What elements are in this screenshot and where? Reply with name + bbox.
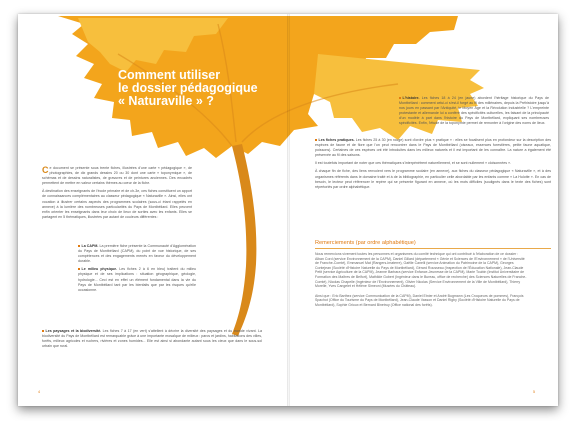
bullet-icon	[78, 245, 80, 247]
intro-paragraph-2: À destination des enseignants de l'école primaire et de ch-3e, ces fiches constituent un apport de connaissances complémentaires au classeur pédagogique « Naturaville ». Ainsi, elles ont vocation à illustrer certains aspects des programmes scolaires (sous-ci étant rappelés en annexe) à la lumière des nombreuses particularités du Pays de Montbéliard. Elles peuvent enfin orienter les enseignants dans leur choix de lieux de sorties avec les enfants. Elles se partagent en 5 thématiques, illustrées par autant de couleurs différentes :	[42, 189, 192, 219]
theme-item-histoire-column	[399, 96, 549, 130]
spread-fold	[287, 14, 290, 406]
themes-list-left	[78, 244, 196, 296]
brochure-spread	[18, 14, 558, 406]
body-paragraph-2: À chaque fin de fiche, des liens renvoient vers le programme scolaire (en annexe), aux fiches du classeur pédagogique « Naturaville », et à des organismes référents dans le domaine traité et à de la bibliographie, en particulier celle abordable par les enfants comme « La Hulotte ». En cas de besoin, le lecteur peut référencer le repère qui se présente figurant en annexe, où les mots difficiles (soulignés dans le texte des fiches) sont répertoriés par ordre alphabétique.	[315, 169, 551, 189]
acknowledgements-paragraph-2: Ainsi que : Eric Barthez (service Communication de la CAPM), Daniel Etnier et André Bugmann (Les Croqueurs de pommes), François Spachot (Office du Tourisme du Pays de Montbéliard), Jean-Claude Vasson et Daniel Rigby (Société d'Histoire Naturelle du Pays de Montbéliard), Sophie Grioux et Bernard Binetruy (Office national des forêts).	[315, 293, 524, 307]
title-line-1: Comment utiliser	[118, 68, 221, 82]
intro-paragraph-1: Ce document se présente sous trente fiches, illustrées d'une carte « pédagogique », de photographies, de dix grands dessins 20 ou 30 dont une carte « toponymique », de schémas et de dessins naturalistes, de gravures et de peintures anciennes. Des encadrés permettent de mettre en valeur certains thèmes au cœur de la fiche.	[42, 165, 192, 186]
bullet-icon	[42, 330, 44, 332]
theme-item-physique: Le milieu physique. Les fiches 2 à 6 en bleu) traitent du milieu physique et de ses implications : situation géographique, géologie, hydrologie... Ceci est en effet un élément fondamental dans la vie du Pays de Montbéliard tant par les bienfaits que par les risques qu'elle occasionne.	[78, 267, 196, 292]
theme-item-paysages: Les paysages et la biodiversité. Les fiches 7 à 17 (en vert) s'attellent à décrire la diversité des paysages et du monde vivant. La biodiversité du Pays de Montbéliard est remarquable grâce à une importante mosaïque de milieux : parcs et jardins, habitations des villes, forêts, milieux agricoles et ruchers, rivières et zones humides... Elle est ainsi si abondante autant sous les cieux que dans le sous-sol urbain que rural.	[42, 329, 263, 349]
acknowledgements-heading: Remerciements (par ordre alphabétique)	[315, 240, 551, 249]
themes-list-bottom	[42, 329, 262, 352]
body-paragraph-1: Il est toutefois important de noter que ces thématiques s'interpénètrent naturellement, et se sont nullement « cloisonnées ».	[315, 161, 512, 166]
page-title	[118, 69, 268, 108]
leaf-stem	[232, 144, 256, 336]
intro-column	[42, 166, 192, 223]
bullet-icon	[78, 268, 80, 270]
right-body-column	[315, 138, 551, 193]
bullet-icon	[315, 139, 317, 141]
theme-item-histoire: L'histoire. Les fiches 18 à 24 (en jaune) abordent l'héritage historique du Pays de Montbéliard : comment celui-ci s'est-il forgé au fil des millénaires, depuis la Préhistoire jusqu'à nos jours en passant par l'Antiquité, le Moyen Âge et la Révolution industrielle ? L'empreinte protestante et allemande lui a conféré des spécificités culturelles, les faisant de la principauté d'un modèle à part dans l'histoire du Pays de Montbéliard, expliquant ses nombreuses spécificités. Enfin, l'étude de la toponymie permet de remonter à l'origine des noms de lieux.	[399, 96, 550, 126]
page-number-right: 5	[533, 390, 535, 394]
drop-cap: C	[42, 165, 49, 175]
acknowledgements	[315, 252, 527, 313]
bullet-icon	[399, 97, 401, 99]
theme-item-capm: La CAPM. La première fiche présente la Communauté d'Agglomération du Pays de Montbéliard (CAPM), du point de vue historique, de ses compétences et des engagements menés en faveur du développement durable.	[78, 244, 196, 264]
title-line-2: le dossier pédagogique	[118, 81, 258, 95]
title-line-3: « Naturaville » ?	[118, 94, 214, 108]
theme-item-pratiques: Les fiches pratiques. Les fiches 25 à 30 (en rouge) sont d'ordre plus « pratique » : elles se focalisent plus en profondeur sur la description des espèces de faune et de flore que l'on peut rencontrer dans le Pays de Montbéliard (oiseaux, essences forestières, petite faune aquatique, poissons). Certaines de ces espèces ont été introduites dans les milieux naturels et il est important de les connaître. La nature a également été préservée au fil des saisons.	[315, 138, 551, 158]
page-number-left: 4	[38, 390, 40, 394]
acknowledgements-paragraph-1: Nous remercions vivement toutes les personnes et organismes du comité technique qui ont contribué à l'élaboration de ce dossier : Alban Cord (service Environnement de la CAPM), Daniel Gillard (département « Génie et Sciences de l'Environnement » de l'Université de Franche-Comté), Emmanuel Mat (Rangers-Imaterre), Gaëlle Canelli (service Animation du Patrimoine de la CAPM), Georges Contejean (Société d'Histoire Naturelle du Pays de Montbéliard), Gérard Rousseau (Inspection de l'Éducation Nationale), Jean-Claude Petit (service Agriculture de la CAPM), Jeanne Barbara (service Enfance-Jeunesse de la CAPM), Marie Toubin (Institut Universitaire de Formation des Maîtres de Belfort), Mathilde Gobert (Ingénieur dans le Bureau, office de recherche) des Sciences Naturelles de Franche-Comté), Nicolas Chapelle (Ingénieur de l'Environnement), Olivier Nicolas (Service Environnement de la Ville de Montbéliard), Thierry Morelle, Yves Cangelet et Hélène Simeoni (Musées du Château).	[315, 252, 527, 289]
